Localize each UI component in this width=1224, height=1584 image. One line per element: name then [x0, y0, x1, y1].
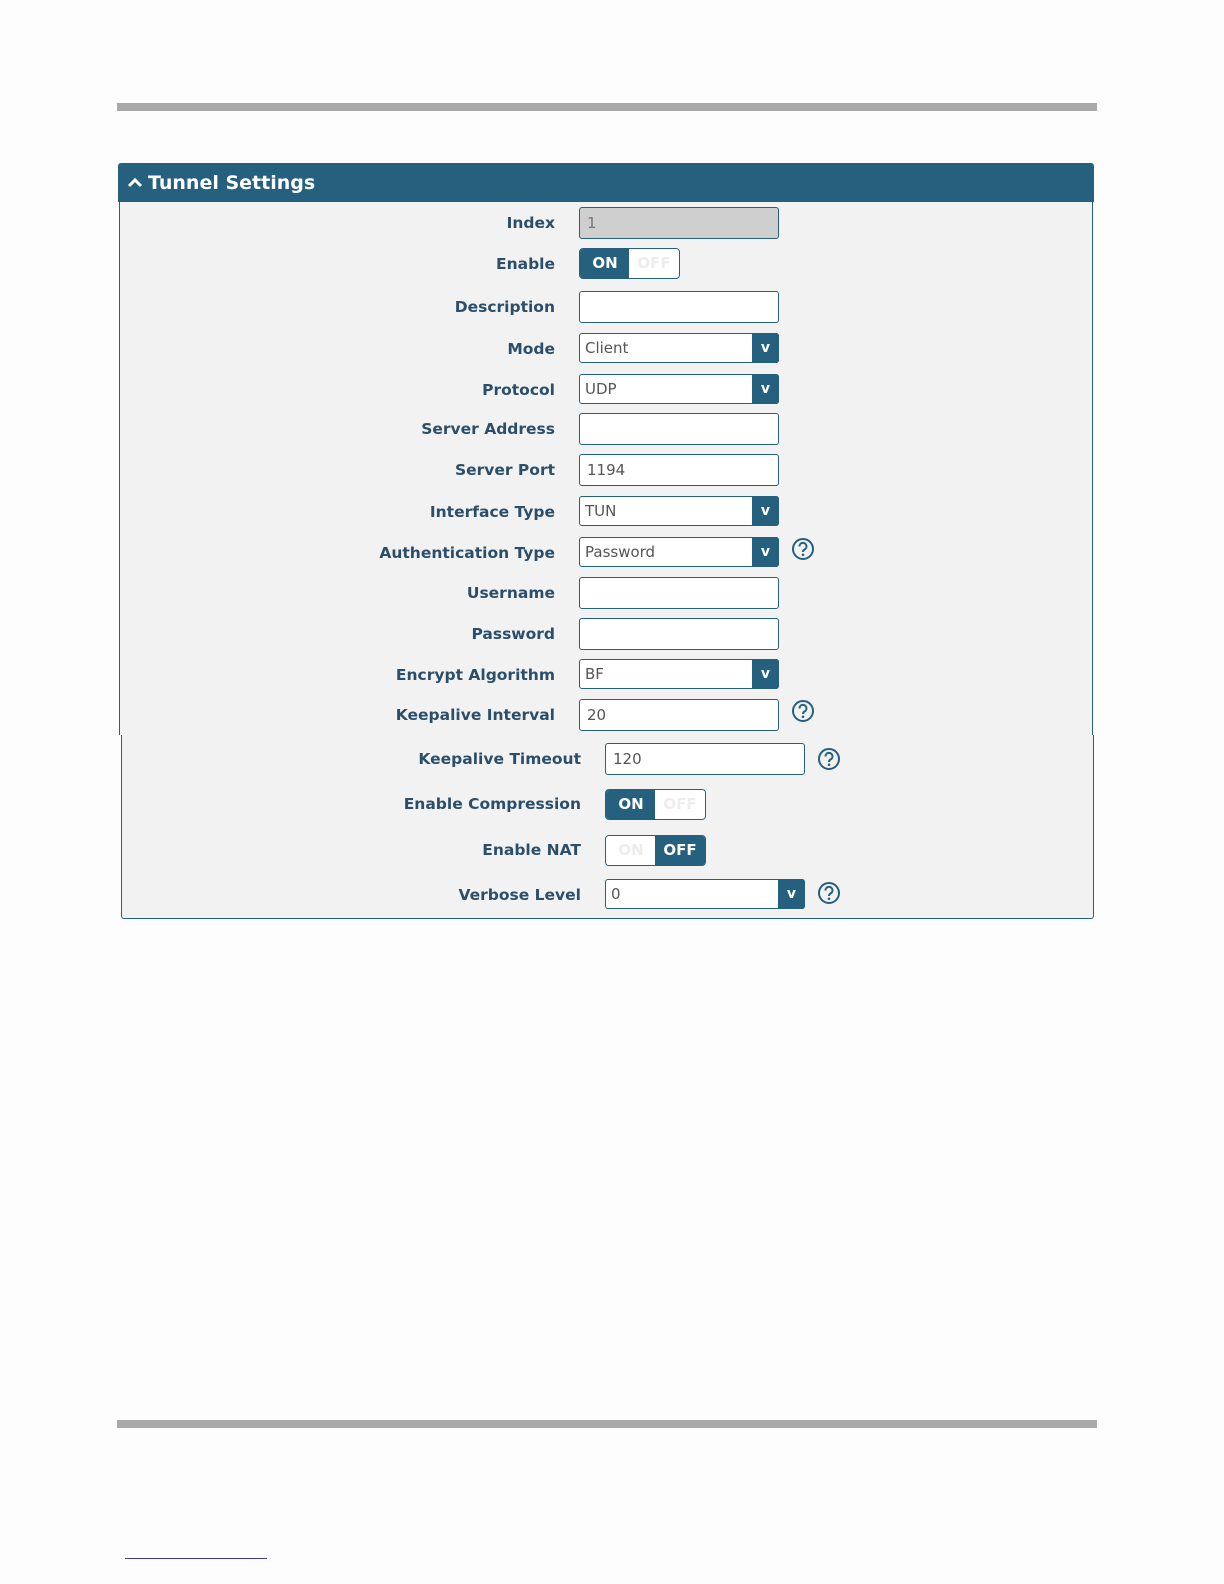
- row-enable-compression: [0, 788, 697, 820]
- enable-nat-label: Enable NAT: [482, 841, 581, 859]
- interface-type-value[interactable]: TUN: [579, 496, 779, 526]
- enable-nat-on[interactable]: ON: [606, 836, 656, 865]
- username-input[interactable]: [579, 577, 779, 609]
- row-verbose-level: [0, 879, 797, 911]
- dropdown-arrow-icon[interactable]: v: [752, 537, 779, 567]
- dropdown-arrow-icon[interactable]: v: [752, 659, 779, 689]
- bottom-rule: [117, 1420, 1097, 1428]
- dropdown-arrow-icon[interactable]: v: [752, 333, 779, 363]
- server-address-input[interactable]: [579, 413, 779, 445]
- verbose-level-select[interactable]: [605, 879, 805, 909]
- row-interface-type: [0, 496, 771, 528]
- keepalive-timeout-label: Keepalive Timeout: [418, 750, 581, 768]
- username-label: Username: [466, 584, 555, 602]
- protocol-label: Protocol: [482, 381, 555, 399]
- row-enable-nat: [0, 834, 697, 866]
- row-enable: [0, 248, 671, 280]
- mode-select[interactable]: [579, 333, 779, 363]
- enable-compression-label: Enable Compression: [403, 795, 581, 813]
- mode-label: Mode: [507, 340, 555, 358]
- description-label: Description: [454, 298, 555, 316]
- protocol-select[interactable]: [579, 374, 779, 404]
- row-encrypt-algorithm: [0, 659, 771, 691]
- password-label: Password: [471, 625, 555, 643]
- enable-compression-on[interactable]: ON: [606, 790, 656, 819]
- index-input: 1: [579, 207, 779, 239]
- interface-type-select[interactable]: [579, 496, 779, 526]
- row-protocol: [0, 374, 771, 406]
- panel-title: Tunnel Settings: [148, 171, 316, 194]
- enable-on[interactable]: ON: [580, 249, 630, 278]
- interface-type-label: Interface Type: [429, 503, 555, 521]
- chevron-up-icon[interactable]: [126, 176, 144, 190]
- row-mode: [0, 333, 771, 365]
- mode-value[interactable]: Client: [579, 333, 779, 363]
- help-icon[interactable]: [791, 699, 815, 723]
- top-rule: [117, 103, 1097, 111]
- keepalive-interval-input[interactable]: 20: [579, 699, 779, 731]
- password-input[interactable]: [579, 618, 779, 650]
- authentication-type-value[interactable]: Password: [579, 537, 779, 567]
- enable-nat-toggle[interactable]: [605, 835, 706, 866]
- verbose-level-value[interactable]: 0: [605, 879, 805, 909]
- row-authentication-type: [0, 537, 771, 569]
- help-icon[interactable]: [817, 881, 841, 905]
- verbose-level-label: Verbose Level: [458, 886, 581, 904]
- enable-toggle[interactable]: [579, 248, 680, 279]
- encrypt-algorithm-label: Encrypt Algorithm: [395, 666, 555, 684]
- dropdown-arrow-icon[interactable]: v: [778, 879, 805, 909]
- encrypt-algorithm-value[interactable]: BF: [579, 659, 779, 689]
- panel-header[interactable]: [118, 163, 1094, 202]
- index-label: Index: [506, 214, 555, 232]
- authentication-type-select[interactable]: [579, 537, 779, 567]
- encrypt-algorithm-select[interactable]: [579, 659, 779, 689]
- server-port-input[interactable]: 1194: [579, 454, 779, 486]
- server-port-label: Server Port: [454, 461, 555, 479]
- protocol-value[interactable]: UDP: [579, 374, 779, 404]
- enable-off[interactable]: OFF: [629, 249, 679, 278]
- keepalive-interval-label: Keepalive Interval: [395, 706, 555, 724]
- authentication-type-label: Authentication Type: [379, 544, 555, 562]
- enable-label: Enable: [495, 255, 555, 273]
- dropdown-arrow-icon[interactable]: v: [752, 496, 779, 526]
- enable-compression-toggle[interactable]: [605, 789, 706, 820]
- enable-nat-off[interactable]: OFF: [655, 836, 705, 865]
- enable-compression-off[interactable]: OFF: [655, 790, 705, 819]
- keepalive-timeout-input[interactable]: 120: [605, 743, 805, 775]
- footnote-separator: [125, 1558, 267, 1559]
- description-input[interactable]: [579, 291, 779, 323]
- server-address-label: Server Address: [421, 420, 555, 438]
- help-icon[interactable]: [817, 747, 841, 771]
- dropdown-arrow-icon[interactable]: v: [752, 374, 779, 404]
- help-icon[interactable]: [791, 537, 815, 561]
